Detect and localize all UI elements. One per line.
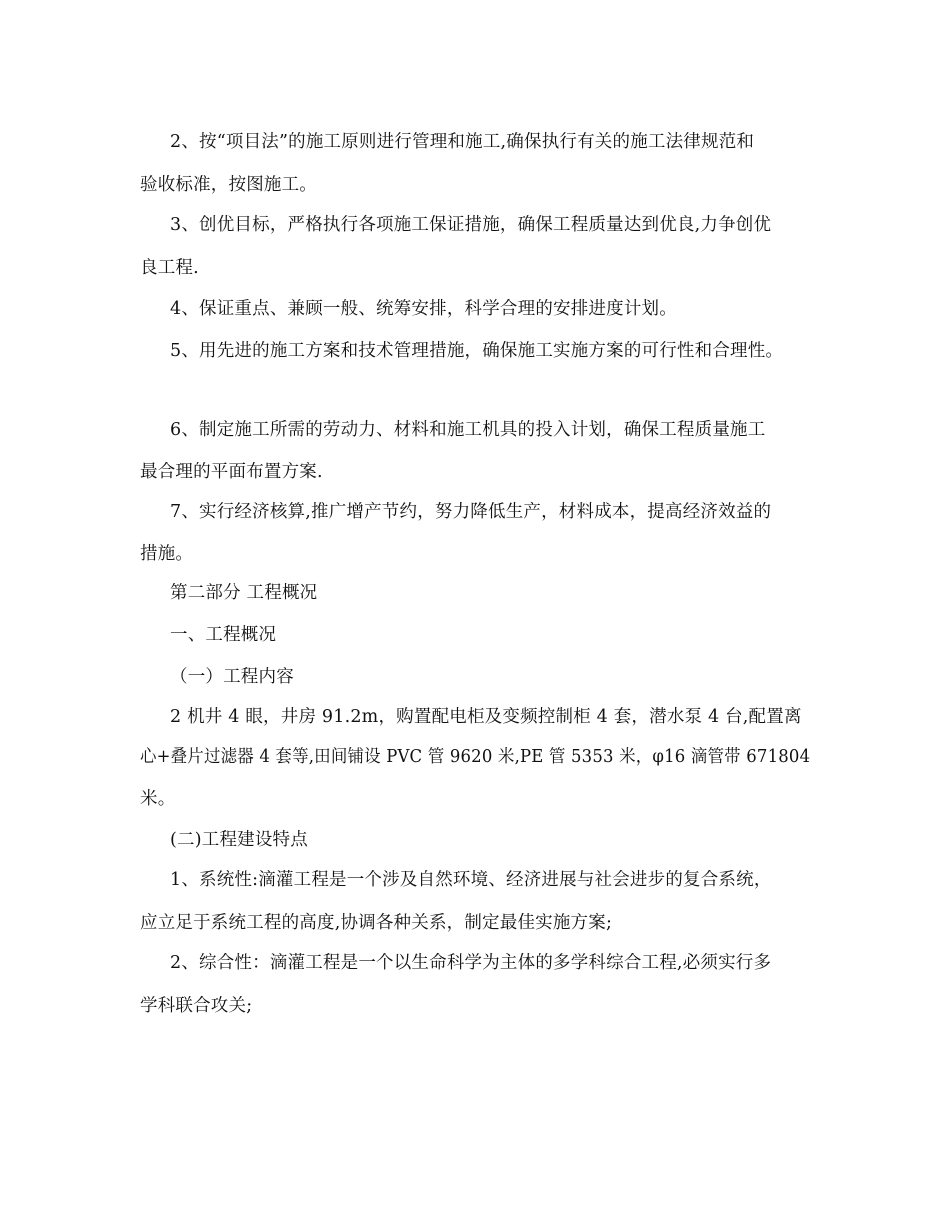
paragraph-line: 心+叠片过滤器 4 套等,田间铺设 PVC 管 9620 米,PE 管 5353 米，φ16 滴管带 671804	[140, 747, 811, 767]
paragraph-line: 3、创优目标，严格执行各项施工保证措施，确保工程质量达到优良,力争创优	[170, 215, 772, 235]
paragraph-line: 2、综合性：滴灌工程是一个以生命科学为主体的多学科综合工程,必须实行多	[170, 953, 772, 973]
paragraph-line: 6、制定施工所需的劳动力、材料和施工机具的投入计划，确保工程质量施工	[170, 420, 766, 440]
paragraph-line: 4、保证重点、兼顾一般、统筹安排，科学合理的安排进度计划。	[170, 299, 677, 319]
paragraph-line: 米。	[140, 789, 176, 809]
paragraph-line: 应立足于系统工程的高度,协调各种关系，制定最佳实施方案;	[140, 913, 613, 933]
subsection-heading: （一）工程内容	[170, 667, 294, 687]
paragraph-line: 2、按“项目法”的施工原则进行管理和施工,确保执行有关的施工法律规范和	[170, 132, 755, 152]
paragraph-line: 最合理的平面布置方案.	[140, 462, 323, 482]
subsection-heading: 一、工程概况	[170, 625, 277, 645]
section-heading: 第二部分 工程概况	[170, 583, 318, 603]
subsection-heading: (二)工程建设特点	[170, 830, 308, 850]
paragraph-line: 验收标准，按图施工。	[140, 175, 317, 195]
paragraph-line: 良工程.	[140, 258, 199, 278]
paragraph-line: 学科联合攻关;	[140, 996, 253, 1016]
paragraph-line: 7、实行经济核算,推广增产节约，努力降低生产，材料成本，提高经济效益的	[170, 502, 772, 522]
paragraph-line: 2 机井 4 眼，井房 91.2m，购置配电柜及变频控制柜 4 套，潜水泵 4 台,配置离	[170, 707, 802, 727]
paragraph-line: 1、系统性:滴灌工程是一个涉及自然环境、经济进展与社会进步的复合系统，	[170, 870, 772, 890]
paragraph-line: 5、用先进的施工方案和技术管理措施，确保施工实施方案的可行性和合理性。	[170, 341, 784, 361]
paragraph-line: 措施。	[140, 544, 194, 564]
